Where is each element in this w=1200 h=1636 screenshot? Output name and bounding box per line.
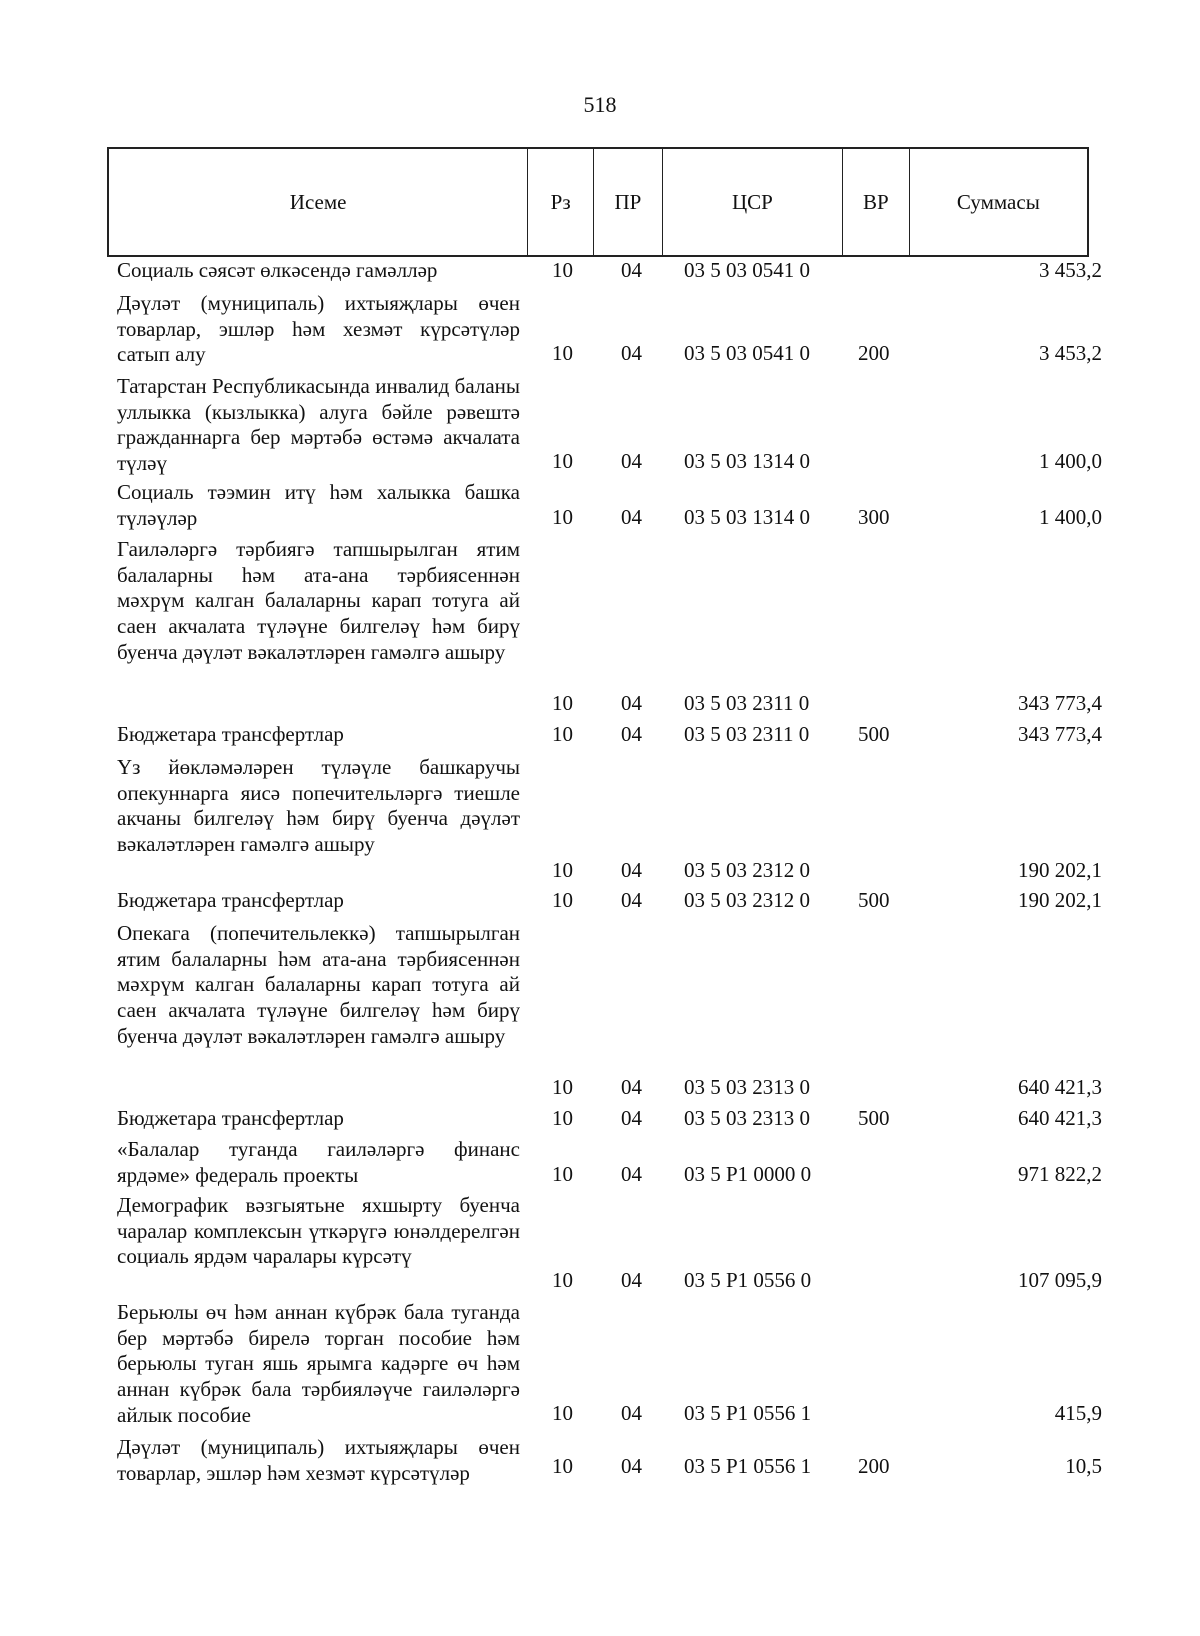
header-csr: ЦСР: [663, 149, 843, 255]
row-csr: 03 5 03 2313 0: [684, 1106, 810, 1130]
row-pr: 04: [621, 1268, 642, 1292]
row-name: Берьюлы өч һәм аннан күбрәк бала туганда бер мәртәбә бирелә торган пособие һәм берьюлы туган яшь ярымга кадәрге өч һәм аннан күбрәк бала тәрбияләүче гаиләләргә айлык пособие: [117, 1300, 520, 1427]
header-rz: Рз: [528, 149, 594, 255]
row-sum: 3 453,2: [1039, 341, 1102, 365]
page-number: 518: [583, 92, 617, 117]
header-vr: ВР: [843, 149, 910, 255]
row-csr: 03 5 03 0541 0: [684, 341, 810, 365]
row-vr: 200: [858, 341, 890, 365]
row-sum: 190 202,1: [1018, 888, 1102, 912]
row-pr: 04: [621, 449, 642, 473]
row-name: Үз йөкләмәләрен түләүле башкаручы опекуннарга яисә попечительләргә тиешле акчаны билгеләү һәм бирү буенча дәүләт вәкаләтләрен гамәлгә ашыру: [117, 755, 520, 857]
row-pr: 04: [621, 1106, 642, 1130]
row-rz: 10: [552, 1401, 573, 1425]
row-pr: 04: [621, 505, 642, 529]
row-vr: 300: [858, 505, 890, 529]
row-sum: 107 095,9: [1018, 1268, 1102, 1292]
row-name: Опекага (попечительлеккә) тапшырылган ятим балаларны һәм ата-ана тәрбиясеннән мәхрүм калган балаларны карап тотуга ай саен акчалата түләүне билгеләү һәм бирү буенча дәүләт вәкаләтләрен гамәлгә ашыру: [117, 921, 520, 1048]
row-sum: 1 400,0: [1039, 449, 1102, 473]
row-pr: 04: [621, 1075, 642, 1099]
row-rz: 10: [552, 1162, 573, 1186]
row-pr: 04: [621, 1401, 642, 1425]
row-pr: 04: [621, 722, 642, 746]
row-vr: 200: [858, 1454, 890, 1478]
row-csr: 03 5 03 2311 0: [684, 691, 810, 715]
row-rz: 10: [552, 505, 573, 529]
row-name: Бюджетара трансфертлар: [117, 722, 344, 746]
row-name: Бюджетара трансфертлар: [117, 1106, 344, 1130]
row-sum: 971 822,2: [1018, 1162, 1102, 1186]
row-sum: 343 773,4: [1018, 722, 1102, 746]
row-rz: 10: [552, 1106, 573, 1130]
row-pr: 04: [621, 858, 642, 882]
header-pr: ПР: [594, 149, 663, 255]
row-rz: 10: [552, 722, 573, 746]
row-csr: 03 5 03 2313 0: [684, 1075, 810, 1099]
row-csr: 03 5 03 1314 0: [684, 505, 810, 529]
row-rz: 10: [552, 449, 573, 473]
row-sum: 640 421,3: [1018, 1106, 1102, 1130]
row-vr: 500: [858, 722, 890, 746]
row-name: Дәүләт (муниципаль) ихтыяҗлары өчен товарлар, эшләр һәм хезмәт күрсәтүләр: [117, 1435, 520, 1485]
row-rz: 10: [552, 1075, 573, 1099]
row-sum: 10,5: [1065, 1454, 1102, 1478]
row-csr: 03 5 Р1 0556 0: [684, 1268, 812, 1292]
row-name: Татарстан Республикасында инвалид баланы уллыкка (кызлыкка) алуга бәйле рәвештә гражданнарга бер мәртәбә өстәмә акчалата түләү: [117, 374, 520, 476]
row-name: «Балалар туганда гаиләләргә финанс ярдәме» федераль проекты: [117, 1137, 520, 1187]
row-csr: 03 5 Р1 0000 0: [684, 1162, 812, 1186]
row-sum: 640 421,3: [1018, 1075, 1102, 1099]
header-name: Исеме: [109, 149, 528, 255]
row-csr: 03 5 Р1 0556 1: [684, 1401, 812, 1425]
row-name: Социаль тәэмин итү һәм халыкка башка түләүләр: [117, 480, 520, 530]
row-sum: 190 202,1: [1018, 858, 1102, 882]
row-csr: 03 5 03 0541 0: [684, 258, 810, 282]
row-pr: 04: [621, 888, 642, 912]
row-csr: 03 5 03 2311 0: [684, 722, 810, 746]
row-vr: 500: [858, 888, 890, 912]
row-name: Социаль сәясәт өлкәсендә гамәлләр: [117, 258, 438, 282]
row-rz: 10: [552, 341, 573, 365]
row-csr: 03 5 03 2312 0: [684, 888, 810, 912]
row-pr: 04: [621, 341, 642, 365]
row-csr: 03 5 03 2312 0: [684, 858, 810, 882]
row-rz: 10: [552, 1268, 573, 1292]
row-rz: 10: [552, 858, 573, 882]
row-pr: 04: [621, 691, 642, 715]
row-rz: 10: [552, 888, 573, 912]
row-sum: 343 773,4: [1018, 691, 1102, 715]
row-vr: 500: [858, 1106, 890, 1130]
row-csr: 03 5 03 1314 0: [684, 449, 810, 473]
row-rz: 10: [552, 1454, 573, 1478]
table-header: [107, 147, 1089, 257]
row-sum: 3 453,2: [1039, 258, 1102, 282]
row-name: Бюджетара трансфертлар: [117, 888, 344, 912]
row-csr: 03 5 Р1 0556 1: [684, 1454, 812, 1478]
row-rz: 10: [552, 258, 573, 282]
row-pr: 04: [621, 1454, 642, 1478]
row-sum: 415,9: [1054, 1401, 1102, 1425]
row-name: Дәүләт (муниципаль) ихтыяҗлары өчен товарлар, эшләр һәм хезмәт күрсәтүләр сатып алу: [117, 291, 520, 367]
row-pr: 04: [621, 1162, 642, 1186]
header-sum: Суммасы: [956, 189, 1040, 214]
row-pr: 04: [621, 258, 642, 282]
row-rz: 10: [552, 691, 573, 715]
row-name: Гаиләләргә тәрбиягә тапшырылган ятим балаларны һәм ата-ана тәрбиясеннән мәхрүм калган балаларны карап тотуга ай саен акчалата түләүне билгеләү һәм бирү буенча дәүләт вәкаләтләрен гамәлгә ашыру: [117, 537, 520, 664]
row-sum: 1 400,0: [1039, 505, 1102, 529]
row-name: Демографик вәзгыятьне яхшырту буенча чаралар комплексын үткәрүгә юнәлдерелгән социаль ярдәм чаралары күрсәтү: [117, 1193, 520, 1269]
